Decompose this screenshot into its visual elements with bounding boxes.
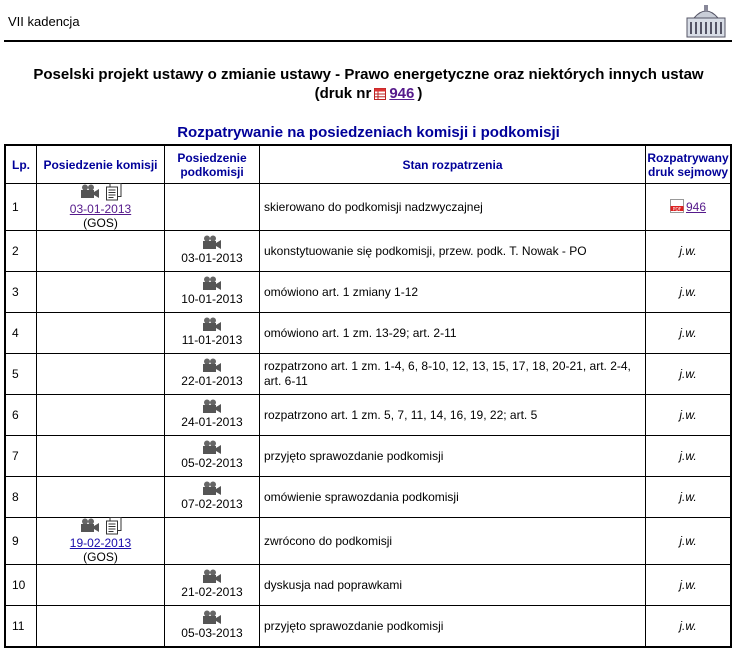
cell-podkomisja bbox=[165, 354, 260, 395]
druk-line bbox=[315, 84, 423, 103]
cell-podkomisja bbox=[165, 436, 260, 477]
cell-komisja bbox=[37, 313, 165, 354]
druk-prefix: (druk nr bbox=[314, 85, 372, 102]
podkomisja-date: 07-02-2013 bbox=[181, 497, 243, 511]
cell-komisja bbox=[37, 395, 165, 436]
cell-podkomisja bbox=[165, 395, 260, 436]
podkomisja-icons bbox=[165, 278, 259, 292]
podkomisja-icons bbox=[165, 571, 259, 585]
cell-komisja bbox=[37, 231, 165, 272]
cell-lp: 1 bbox=[5, 184, 37, 231]
cell-stan: ukonstytuowanie się podkomisji, przew. podk. T. Nowak - PO bbox=[260, 231, 646, 272]
cell-komisja bbox=[37, 184, 165, 231]
cell-stan: omówiono art. 1 zm. 13-29; art. 2-11 bbox=[260, 313, 646, 354]
cell-lp: 5 bbox=[5, 354, 37, 395]
cell-druk: j.w. bbox=[646, 231, 732, 272]
cell-stan: rozpatrzono art. 1 zm. 5, 7, 11, 14, 16, 19, 22; art. 5 bbox=[260, 395, 646, 436]
podkomisja-date: 05-03-2013 bbox=[181, 626, 243, 640]
header-podkomisja: Posiedzenie podkomisji bbox=[165, 145, 260, 184]
table-body bbox=[5, 184, 731, 648]
cell-lp: 10 bbox=[5, 565, 37, 606]
pdf-icon[interactable] bbox=[670, 199, 684, 216]
cell-podkomisja bbox=[165, 565, 260, 606]
cell-lp: 4 bbox=[5, 313, 37, 354]
druk-suffix: ) bbox=[417, 85, 423, 102]
cell-druk: j.w. bbox=[646, 565, 732, 606]
table-row bbox=[5, 565, 731, 606]
cell-druk: j.w. bbox=[646, 395, 732, 436]
svg-text:PDF: PDF bbox=[672, 206, 682, 212]
cell-druk: j.w. bbox=[646, 354, 732, 395]
cell-komisja bbox=[37, 565, 165, 606]
komisja-note: (GOS) bbox=[83, 216, 118, 230]
cell-komisja bbox=[37, 436, 165, 477]
cell-podkomisja bbox=[165, 231, 260, 272]
cell-druk bbox=[646, 184, 732, 231]
podkomisja-date: 21-02-2013 bbox=[181, 585, 243, 599]
table-row bbox=[5, 313, 731, 354]
cell-druk: j.w. bbox=[646, 436, 732, 477]
cell-podkomisja bbox=[165, 313, 260, 354]
header-druk: Rozpatrywany druk sejmowy bbox=[646, 145, 732, 184]
sejm-building-logo[interactable] bbox=[686, 4, 726, 38]
document-icon[interactable] bbox=[106, 517, 122, 538]
video-camera-icon[interactable] bbox=[80, 184, 100, 202]
podkomisja-icons bbox=[165, 237, 259, 251]
cell-stan: przyjęto sprawozdanie podkomisji bbox=[260, 606, 646, 648]
podkomisja-date: 10-01-2013 bbox=[181, 292, 243, 306]
cell-stan: zwrócono do podkomisji bbox=[260, 518, 646, 565]
header-stan: Stan rozpatrzenia bbox=[260, 145, 646, 184]
cell-lp: 8 bbox=[5, 477, 37, 518]
podkomisja-icons bbox=[165, 401, 259, 415]
cell-komisja bbox=[37, 606, 165, 648]
cell-lp: 2 bbox=[5, 231, 37, 272]
podkomisja-date: 03-01-2013 bbox=[181, 251, 243, 265]
podkomisja-icons bbox=[165, 319, 259, 333]
podkomisja-date: 22-01-2013 bbox=[181, 374, 243, 388]
cell-lp: 7 bbox=[5, 436, 37, 477]
cell-podkomisja bbox=[165, 272, 260, 313]
komisja-icons bbox=[37, 184, 164, 202]
komisja-note: (GOS) bbox=[83, 550, 118, 564]
cell-podkomisja bbox=[165, 477, 260, 518]
cell-lp: 6 bbox=[5, 395, 37, 436]
komisja-date[interactable]: 03-01-2013 bbox=[69, 202, 132, 216]
cell-stan: omówiono art. 1 zmiany 1-12 bbox=[260, 272, 646, 313]
video-camera-icon[interactable] bbox=[80, 518, 100, 536]
druk-link[interactable]: 946 bbox=[389, 85, 415, 102]
title-line: Poselski projekt ustawy o zmianie ustawy - Prawo energetyczne oraz niektórych innych ustaw bbox=[33, 66, 704, 83]
table-row bbox=[5, 395, 731, 436]
cell-druk: j.w. bbox=[646, 272, 732, 313]
document-icon[interactable] bbox=[106, 183, 122, 204]
table-row bbox=[5, 354, 731, 395]
table-header-row bbox=[5, 145, 731, 184]
table-icon bbox=[374, 88, 386, 100]
header-lp: Lp. bbox=[5, 145, 37, 184]
cell-podkomisja bbox=[165, 184, 260, 231]
cell-podkomisja bbox=[165, 606, 260, 648]
cell-lp: 11 bbox=[5, 606, 37, 648]
cell-stan: rozpatrzono art. 1 zm. 1-4, 6, 8-10, 12, 13, 15, 17, 18, 20-21, art. 2-4, art. 6-11 bbox=[260, 354, 646, 395]
podkomisja-icons bbox=[165, 442, 259, 456]
cell-druk: j.w. bbox=[646, 518, 732, 565]
komisja-icons bbox=[37, 518, 164, 536]
proceedings-table bbox=[4, 144, 732, 648]
komisja-date[interactable]: 19-02-2013 bbox=[69, 536, 132, 550]
table-row bbox=[5, 518, 731, 565]
table-row bbox=[5, 231, 731, 272]
cell-komisja bbox=[37, 477, 165, 518]
cell-druk: j.w. bbox=[646, 477, 732, 518]
druk-pdf-link[interactable] bbox=[670, 199, 706, 216]
cell-podkomisja bbox=[165, 518, 260, 565]
cell-komisja bbox=[37, 272, 165, 313]
cell-stan: dyskusja nad poprawkami bbox=[260, 565, 646, 606]
table-row bbox=[5, 477, 731, 518]
cell-druk: j.w. bbox=[646, 606, 732, 648]
top-bar bbox=[4, 0, 732, 42]
cell-komisja bbox=[37, 518, 165, 565]
cell-lp: 9 bbox=[5, 518, 37, 565]
table-row bbox=[5, 184, 731, 231]
podkomisja-icons bbox=[165, 612, 259, 626]
table-row bbox=[5, 436, 731, 477]
podkomisja-date: 11-01-2013 bbox=[181, 333, 243, 347]
table-row bbox=[5, 272, 731, 313]
project-title bbox=[0, 65, 737, 103]
kadencja-label: VII kadencja bbox=[8, 14, 80, 29]
header-komisja: Posiedzenie komisji bbox=[37, 145, 165, 184]
podkomisja-date: 24-01-2013 bbox=[181, 415, 243, 429]
cell-stan: przyjęto sprawozdanie podkomisji bbox=[260, 436, 646, 477]
cell-stan: skierowano do podkomisji nadzwyczajnej bbox=[260, 184, 646, 231]
komisja-date-link[interactable] bbox=[37, 202, 164, 216]
section-title: Rozpatrywanie na posiedzeniach komisji i podkomisji bbox=[177, 124, 560, 141]
druk-number[interactable]: 946 bbox=[685, 200, 707, 214]
podkomisja-date: 05-02-2013 bbox=[181, 456, 243, 470]
podkomisja-icons bbox=[165, 483, 259, 497]
cell-lp: 3 bbox=[5, 272, 37, 313]
podkomisja-icons bbox=[165, 360, 259, 374]
komisja-date-link[interactable] bbox=[37, 536, 164, 550]
cell-druk: j.w. bbox=[646, 313, 732, 354]
cell-komisja bbox=[37, 354, 165, 395]
cell-stan: omówienie sprawozdania podkomisji bbox=[260, 477, 646, 518]
table-row bbox=[5, 606, 731, 648]
